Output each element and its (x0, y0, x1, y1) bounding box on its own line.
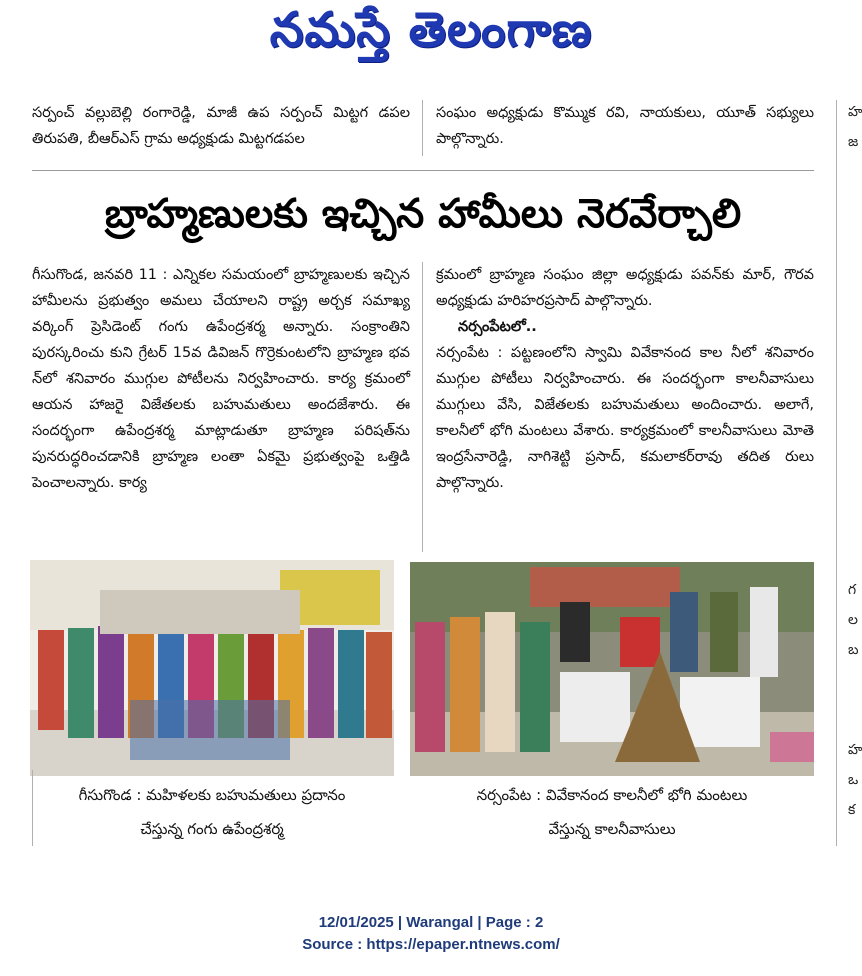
adjacent-column-char: ఒ (848, 772, 859, 788)
adjacent-column-char: ల (848, 612, 858, 628)
adjacent-column-char: హ (848, 104, 862, 120)
article-body-right-2: నర్సంపేట : పట్టణంలోని స్వామి వివేకానంద కాల నీలో శనివారం ముగ్గుల పోటీలు నిర్వహించారు. ఈ సందర్భంగా కాలనీవాసులు ముగ్గులు వేసి, విజేతలకు బహుమతులు అందించారు. అలాగే, కాలనీలో భోగి మంటలు వేశారు. కార్యక్రమంలో కాలనీవాసులు మోతె ఇంద్రసేనారెడ్డి, నాగిశెట్టి ప్రసాద్, కమలాకర్‌రావు తదిత రులు పాల్గొన్నారు. (436, 345, 814, 491)
article-right-column (436, 262, 814, 496)
article-subhead: నర్సంపేటలో.. (458, 319, 537, 335)
article-body-right-1: క్రమంలో బ్రాహ్మణ సంఘం జిల్లా అధ్యక్షుడు పవన్‌కు మార్, గౌరవ అధ్యక్షుడు హరిహరప్రసాద్ పాల్గొన్నారు. (436, 267, 814, 309)
previous-article-right: సంఘం అధ్యక్షుడు కొమ్ముక రవి, నాయకులు, యూత్ సభ్యులు పాల్గొన్నారు. (436, 105, 814, 147)
column-divider (422, 100, 423, 156)
article-left-column (32, 262, 410, 496)
adjacent-column-char: హ (848, 742, 862, 758)
photo-bhogi-fire (410, 562, 814, 776)
section-divider (32, 170, 814, 171)
article-headline: బ్రాహ్మణులకు ఇచ్చిన హామీలు నెరవేర్చాలి (104, 191, 742, 237)
photo-caption-left: గీసుగొండ : మహిళలకు బహుమతులు ప్రదానం చేస్తున్న గంగు ఉపేంద్రశర్మ (78, 786, 346, 838)
column-divider (422, 262, 423, 552)
footer-source-link[interactable]: Source : https://epaper.ntnews.com/ (302, 936, 560, 953)
page-edge-divider-left (32, 770, 33, 846)
photo-caption-right: నర్సంపేట : వివేకానంద కాలనీలో భోగి మంటలు వేస్తున్న కాలనీవాసులు (476, 786, 748, 838)
footer-date-edition: 12/01/2025 | Warangal | Page : 2 (318, 914, 544, 931)
adjacent-column-char: జ (848, 134, 859, 150)
photo-women-prizes (30, 560, 394, 776)
article-body-left: గీసుగొండ, జనవరి 11 : ఎన్నికల సమయంలో బ్రాహ్మణులకు ఇచ్చిన హామీలను ప్రభుత్వం అమలు చేయాలని రాష్ట్ర అర్చక సమాఖ్య వర్కింగ్ ప్రెసిడెంట్ గంగు ఉపేంద్రశర్మ అన్నారు. సంక్రాంతిని పురస్కరించు కుని గ్రేటర్ 15వ డివిజన్ గొర్రెకుంటలోని బ్రాహ్మణ భవ న్‌లో శనివారం ముగ్గుల పోటీలను నిర్వహించారు. కార్య క్రమంలో ఆయన హాజరై విజేతలకు బహుమతులు అందజేశారు. ఈ సందర్భంగా ఉపేంద్రశర్మ మాట్లాడుతూ బ్రాహ్మణ పరిషత్‌ను పునరుద్ధరించడానికి బ్రాహ్మణ లంతా ఏకమై ప్రభుత్వంపై ఒత్తిడి పెంచాలన్నారు. కార్య (32, 267, 410, 491)
adjacent-column-char: బ (848, 642, 859, 658)
newspaper-masthead (0, 0, 862, 80)
masthead-title: నమస్తే తెలంగాణ (269, 2, 593, 58)
page-edge-divider (836, 100, 837, 846)
adjacent-column-char: క (848, 802, 856, 818)
adjacent-column-char: గ (848, 582, 857, 598)
previous-article-left: సర్పంచ్ వల్లుబెల్లి రంగారెడ్డి, మాజీ ఉప సర్పంచ్ మిట్టగ డపల తిరుపతి, బీఆర్ఎస్ గ్రామ అధ్యక్షుడు మిట్టగడపల (32, 105, 410, 147)
